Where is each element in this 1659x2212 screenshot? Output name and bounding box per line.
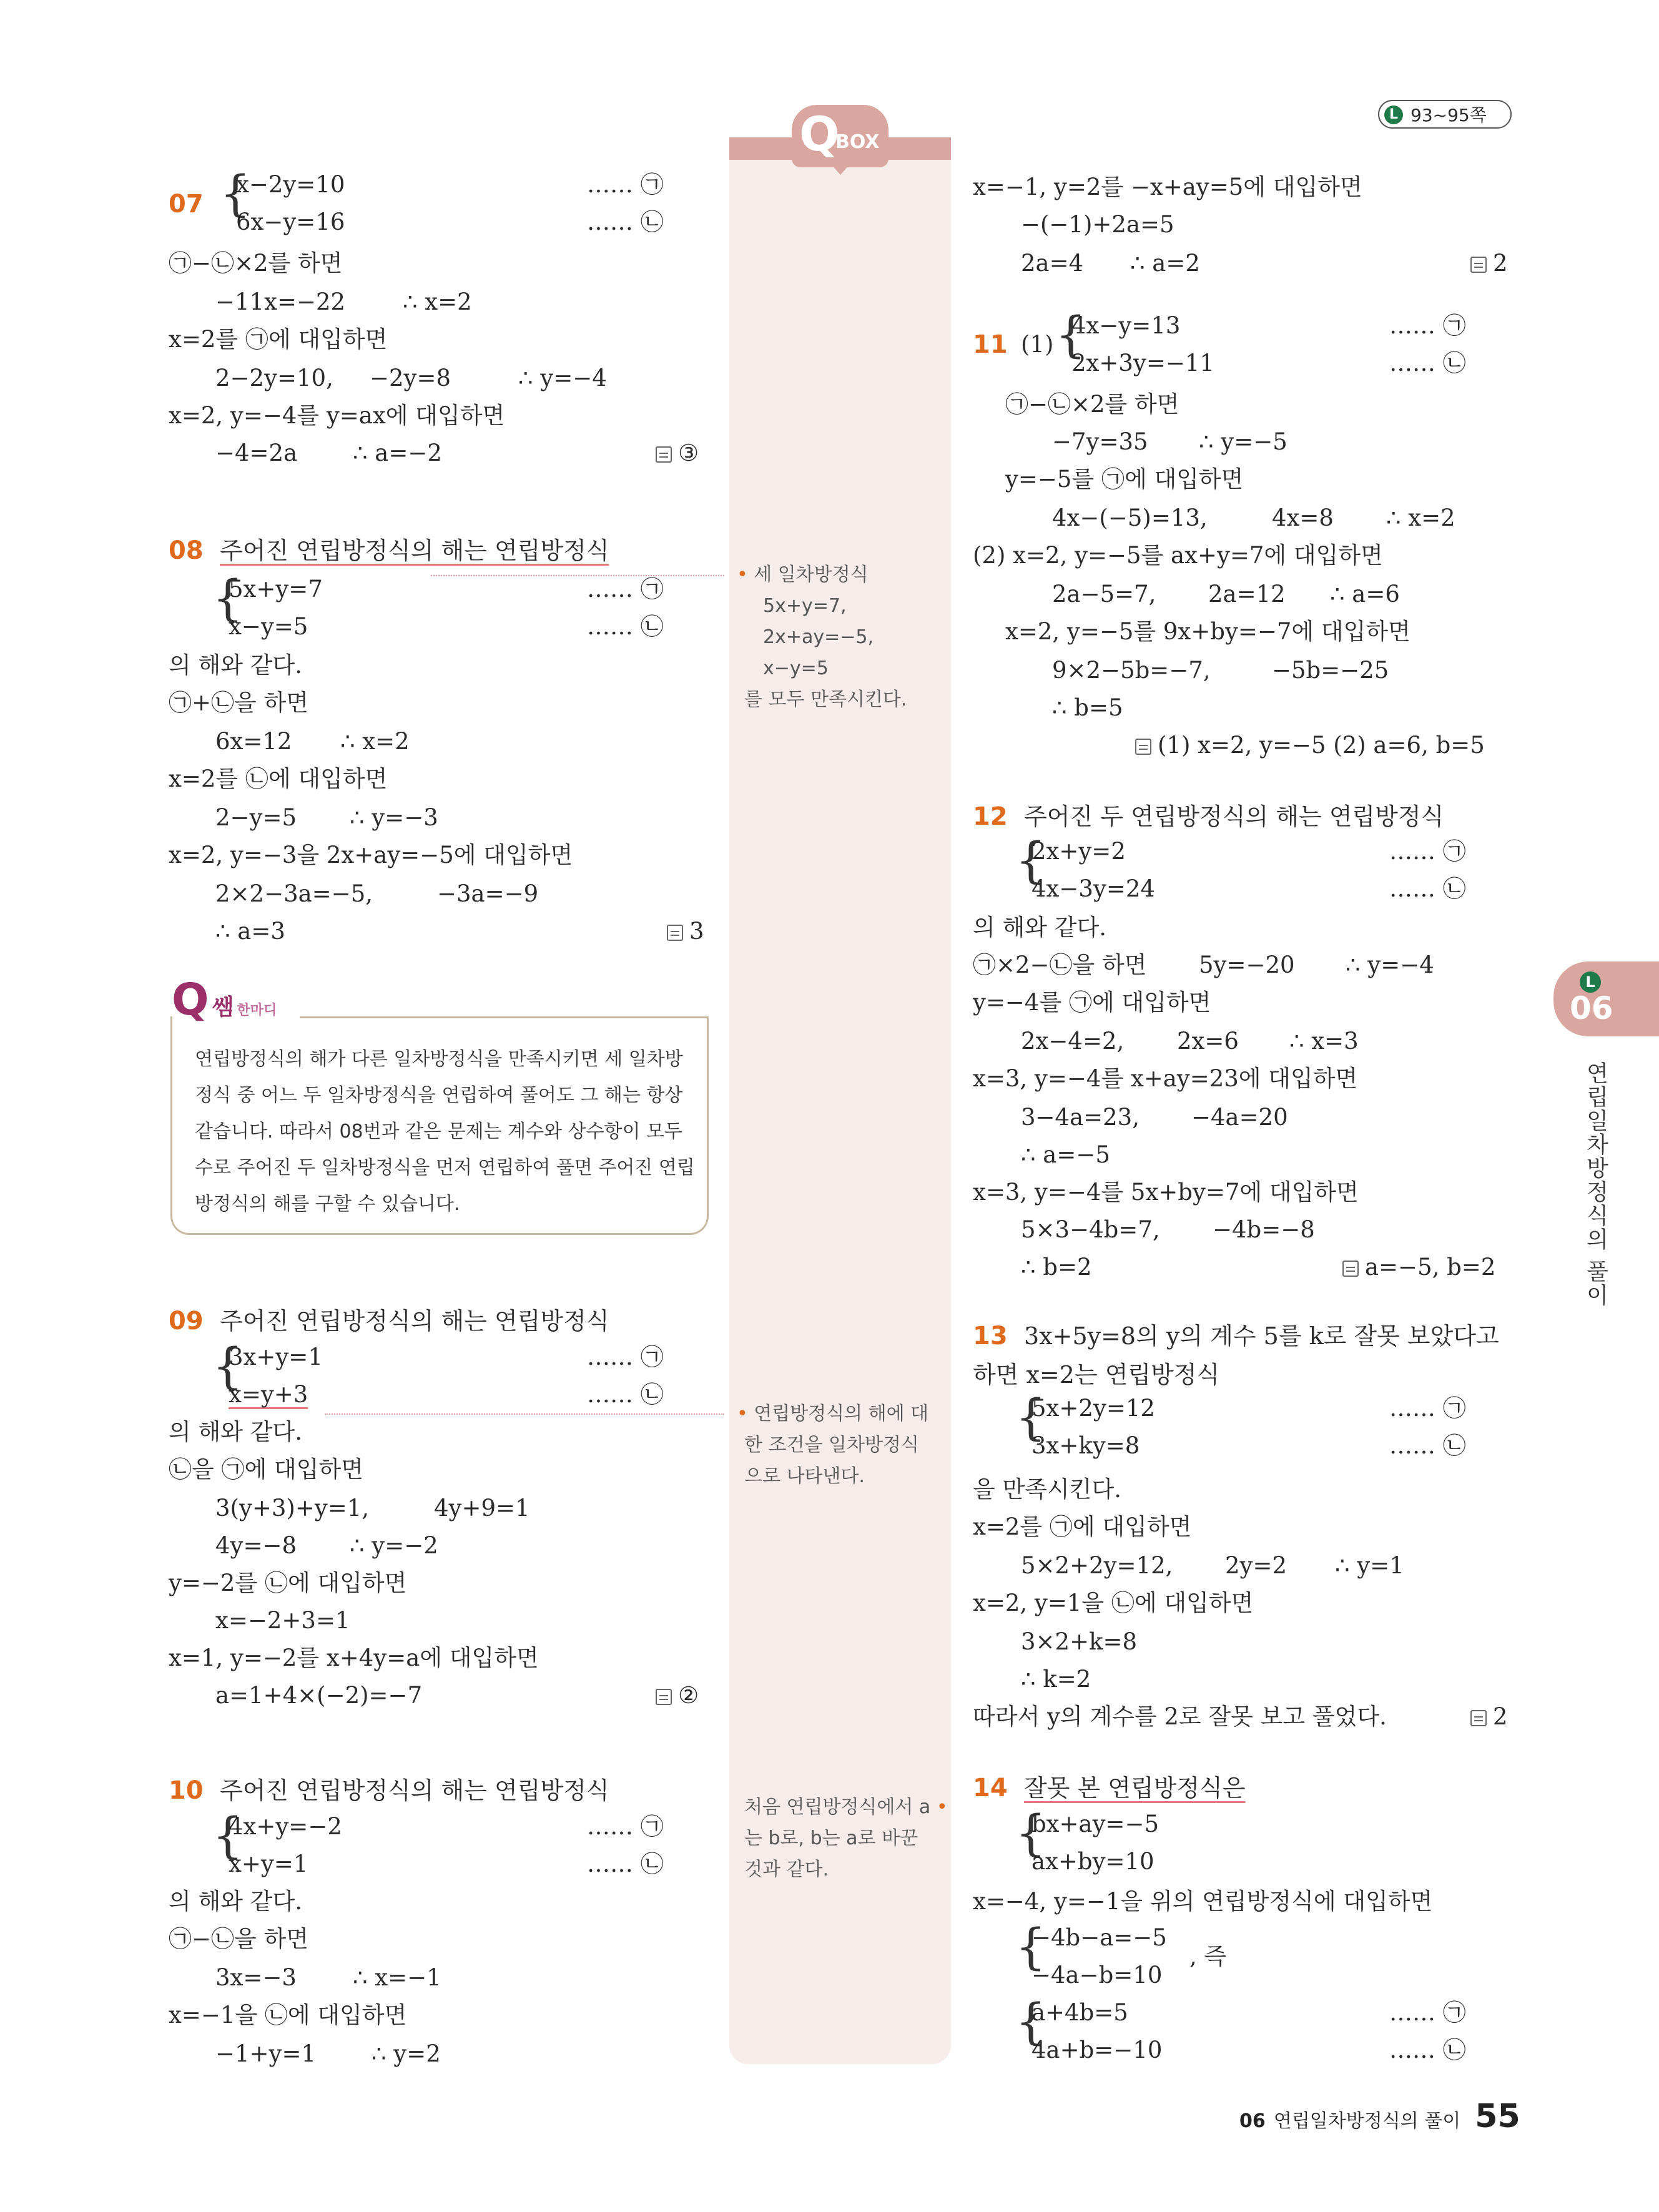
brace: { [1015, 1806, 1046, 1862]
step: 따라서 y의 계수를 2로 잘못 보고 풀었다. [973, 1703, 1387, 1730]
eq-marker: …… ㉡ [1389, 875, 1466, 902]
qbox-pointer [830, 164, 850, 175]
answer-13: 2 [1470, 1703, 1508, 1730]
eq-14-3: −4b−a=−5 [1031, 1924, 1167, 1951]
sidenote-09: • 연립방정식의 해에 대 한 조건을 일차방정식 으로 나타낸다. [737, 1403, 929, 1487]
step: ∴ x=3 [1289, 1028, 1359, 1054]
step: x=−2+3=1 [215, 1607, 350, 1634]
leader-line [431, 575, 724, 576]
eq-13-1: 5x+2y=12 [1031, 1395, 1155, 1422]
step: 2−2y=10, [215, 365, 333, 391]
step: ∴ y=−4 [518, 365, 607, 391]
step: x=3, y=−4를 5x+by=7에 대입하면 [973, 1179, 1359, 1206]
tip-title-small: 한마디 [237, 1003, 277, 1018]
step: 4y+9=1 [434, 1495, 530, 1521]
step: 4y=−8 [215, 1532, 297, 1559]
step: 4x−(−5)=13, [1052, 504, 1208, 531]
step: −11x=−22 [215, 288, 346, 315]
problem-heading-13b: 하면 x=2는 연립방정식 [973, 1361, 1220, 1389]
brace: { [1015, 833, 1046, 889]
step: ∴ a=−2 [353, 440, 442, 466]
step: x=−4, y=−1을 위의 연립방정식에 대입하면 [973, 1888, 1433, 1915]
step: −(−1)+2a=5 [1021, 211, 1174, 238]
step: x=2를 ㉠에 대입하면 [169, 326, 388, 353]
problem-number-10: 10 [169, 1776, 204, 1805]
step: 2x−4=2, [1021, 1028, 1125, 1054]
answer-icon [1470, 257, 1487, 273]
step: ㉠−㉡을 하면 [169, 1925, 308, 1952]
step: ∴ y=−2 [350, 1532, 438, 1559]
brace: { [212, 1808, 244, 1864]
step: 4x=8 [1272, 504, 1334, 531]
eq-10-2: x+y=1 [229, 1851, 308, 1877]
tip-box [170, 1016, 709, 1235]
answer-07: ③ [656, 440, 699, 466]
step: −2y=8 [370, 365, 451, 391]
bullet-dot: • [936, 1796, 948, 1818]
eq-marker: …… ㉡ [1389, 2037, 1466, 2063]
step: 2a−5=7, [1052, 581, 1156, 607]
page-ref-text: 93~95쪽 [1410, 105, 1487, 125]
sidenote-14: 처음 연립방정식에서 a • 는 b로, b는 a로 바꾼 것과 같다. [744, 1796, 948, 1880]
tip-line: 방정식의 해를 구할 수 있습니다. [195, 1193, 460, 1215]
eq-12-1: 2x+y=2 [1031, 838, 1126, 865]
step: a=1+4×(−2)=−7 [215, 1682, 423, 1709]
step: 의 해와 같다. [169, 652, 302, 679]
eq-marker: …… ㉠ [587, 171, 664, 198]
eq-14-6: 4a+b=−10 [1031, 2037, 1163, 2063]
problem-heading-12: 주어진 두 연립방정식의 해는 연립방정식 [1024, 803, 1444, 830]
step: 의 해와 같다. [169, 1418, 302, 1445]
brace: { [1055, 307, 1086, 363]
answer-icon [1135, 739, 1151, 755]
answer-12: a=−5, b=2 [1342, 1254, 1495, 1281]
step: ∴ x=2 [1386, 504, 1455, 531]
step: ㉠−㉡×2를 하면 [1005, 391, 1179, 418]
eq-14-1: bx+ay=−5 [1031, 1811, 1159, 1837]
step: x=−1, y=2를 −x+ay=5에 대입하면 [973, 174, 1362, 200]
qbox-column [729, 142, 951, 2064]
problem-number-07: 07 [169, 190, 204, 219]
step: x=2, y=−4를 y=ax에 대입하면 [169, 402, 505, 429]
side-tab-badge: L [1580, 971, 1601, 993]
step: 3−4a=23, [1021, 1104, 1140, 1131]
brace: { [1015, 1919, 1046, 1975]
answer-icon [656, 446, 672, 463]
footer-chapter: 06 [1239, 2110, 1266, 2132]
step: x=1, y=−2를 x+4y=a에 대입하면 [169, 1644, 539, 1671]
step: 5y=−20 [1199, 951, 1295, 978]
eq-14-5: a+4b=5 [1031, 1999, 1128, 2026]
step: ∴ k=2 [1021, 1666, 1091, 1693]
step: 5×3−4b=7, [1021, 1216, 1160, 1243]
step: ∴ x=2 [403, 288, 472, 315]
eq-08-1: 5x+y=7 [229, 576, 323, 602]
step: ㉠−㉡×2를 하면 [169, 250, 343, 277]
eq-marker: …… ㉡ [1389, 350, 1466, 376]
problem-heading-09: 주어진 연립방정식의 해는 연립방정식 [220, 1307, 609, 1335]
step: ∴ y=−4 [1346, 951, 1434, 978]
step: ∴ x=−1 [353, 1964, 441, 1991]
brace: { [212, 571, 244, 627]
answer-icon [656, 1689, 672, 1705]
answer-icon [1342, 1261, 1359, 1277]
answer-icon [1470, 1710, 1487, 1726]
eq-marker: …… ㉠ [587, 576, 664, 602]
page-number: 55 [1475, 2098, 1520, 2135]
step: ∴ y=−3 [350, 804, 438, 831]
step: x=2, y=−3을 2x+ay=−5에 대입하면 [169, 842, 573, 868]
side-tab-number: 06 [1570, 990, 1613, 1026]
step: 2×2−3a=−5, [215, 880, 373, 907]
eq-marker: …… ㉡ [1389, 1432, 1466, 1459]
step: y=−4를 ㉠에 대입하면 [973, 989, 1211, 1016]
sidenote-08: • 세 일차방정식 5x+y=7, 2x+ay=−5, x−y=5 를 모두 만족시킨다. [737, 564, 907, 710]
step: x=2, y=1을 ㉡에 대입하면 [973, 1590, 1254, 1616]
tip-line: 같습니다. 따라서 08번과 같은 문제는 계수와 상수항이 모두 [195, 1121, 683, 1143]
step: ∴ a=2 [1130, 250, 1200, 277]
eq-marker: …… ㉠ [1389, 1999, 1466, 2026]
answer-11: (1) x=2, y=−5 (2) a=6, b=5 [1135, 732, 1485, 759]
step: −1+y=1 [215, 2040, 316, 2067]
page-footer [1239, 2098, 1520, 2135]
eq-marker: …… ㉠ [1389, 838, 1466, 865]
tip-line: 연립방정식의 해가 다른 일차방정식을 만족시키면 세 일차방 [195, 1048, 683, 1070]
answer-09: ② [656, 1682, 699, 1709]
bullet-dot: • [737, 564, 748, 586]
step: 5×2+2y=12, [1021, 1552, 1173, 1579]
step: −5b=−25 [1272, 657, 1389, 684]
eq-marker: …… ㉡ [587, 209, 664, 235]
step: 2−y=5 [215, 804, 297, 831]
eq-marker: …… ㉡ [587, 1851, 664, 1877]
side-tab-title: 연립일차방정식의 풀이 [1583, 1061, 1608, 1307]
step: ∴ x=2 [340, 728, 410, 755]
eq-marker: …… ㉡ [587, 1381, 664, 1408]
step: 의 해와 같다. [973, 914, 1106, 941]
answer-10: 2 [1470, 250, 1508, 277]
step: x=2를 ㉡에 대입하면 [169, 765, 388, 792]
problem-number-09: 09 [169, 1307, 204, 1335]
step: 3(y+3)+y=1, [215, 1495, 370, 1521]
step: ∴ a=3 [215, 918, 285, 945]
problem-number-12: 12 [973, 802, 1008, 831]
step: ∴ b=2 [1021, 1254, 1092, 1281]
eq-12-2: 4x−3y=24 [1031, 875, 1155, 902]
problem-number-14: 14 [973, 1774, 1008, 1802]
step: 9×2−5b=−7, [1052, 657, 1211, 684]
step: −4=2a [215, 440, 298, 466]
bullet-dot: • [737, 1403, 748, 1425]
step: y=−2를 ㉡에 대입하면 [169, 1570, 407, 1596]
step: ∴ y=2 [372, 2040, 441, 2067]
step: −3a=−9 [437, 880, 539, 907]
step: ∴ a=6 [1330, 581, 1400, 607]
eq-14-2: ax+by=10 [1031, 1848, 1154, 1875]
eq-07-2: 6x−y=16 [236, 209, 345, 235]
footer-title: 연립일차방정식의 풀이 [1273, 2110, 1461, 2132]
eq-marker: …… ㉠ [587, 1813, 664, 1840]
step: , 즉 [1189, 1943, 1227, 1970]
step: 2x=6 [1177, 1028, 1239, 1054]
brace: { [220, 166, 251, 222]
problem-heading-08: 주어진 연립방정식의 해는 연립방정식 [220, 537, 609, 564]
answer-icon [667, 925, 683, 941]
eq-marker: …… ㉠ [1389, 1395, 1466, 1422]
eq-09-1: 3x+y=1 [229, 1344, 323, 1370]
step: ∴ y=1 [1335, 1552, 1404, 1579]
problem-number-13: 13 [973, 1322, 1008, 1350]
step: ㉠×2−㉡을 하면 [973, 951, 1147, 978]
brace: { [1015, 1390, 1046, 1446]
qbox-q: Q [799, 106, 840, 162]
leader-line [325, 1413, 724, 1415]
problem-heading-10: 주어진 연립방정식의 해는 연립방정식 [220, 1777, 609, 1804]
problem-heading-13: 3x+5y=8의 y의 계수 5를 k로 잘못 보았다고 [1024, 1322, 1499, 1350]
step: x=3, y=−4를 x+ay=23에 대입하면 [973, 1065, 1358, 1092]
step: 3×2+k=8 [1021, 1628, 1138, 1655]
tip-line: 수로 주어진 두 일차방정식을 먼저 연립하여 풀면 주어진 연립 [195, 1157, 695, 1179]
step: 6x=12 [215, 728, 292, 755]
step: ∴ y=−5 [1199, 428, 1287, 455]
step: 3x=−3 [215, 1964, 297, 1991]
step: 을 만족시킨다. [973, 1476, 1121, 1503]
eq-13-2: 3x+ky=8 [1031, 1432, 1140, 1459]
step: −4a=20 [1191, 1104, 1288, 1131]
tip-title-word: 쌤 [212, 995, 234, 1020]
eq-10-1: 4x+y=−2 [229, 1813, 342, 1840]
eq-07-1: x−2y=10 [236, 171, 345, 198]
step: y=−5를 ㉠에 대입하면 [1005, 466, 1244, 493]
eq-08-2: x−y=5 [229, 613, 308, 640]
chapter-side-tab [1553, 961, 1659, 1036]
step: 2a=12 [1208, 581, 1286, 607]
step: ㉡을 ㉠에 대입하면 [169, 1456, 363, 1483]
tip-q: Q [172, 974, 209, 1025]
eq-marker: …… ㉠ [1389, 312, 1466, 339]
page-ref-badge: L [1384, 106, 1403, 124]
eq-14-4: −4a−b=10 [1031, 1962, 1163, 1988]
problem-heading-14: 잘못 본 연립방정식은 [1024, 1774, 1246, 1802]
step: −7y=35 [1052, 428, 1148, 455]
step: x=−1을 ㉡에 대입하면 [169, 2002, 407, 2028]
problem-number-11: 11 [973, 330, 1008, 359]
eq-09-2: x=y+3 [229, 1381, 308, 1408]
eq-11-2: 2x+3y=−11 [1071, 350, 1214, 376]
brace: { [1015, 1994, 1046, 2050]
tip-top-line [300, 1016, 709, 1018]
answer-08: 3 [667, 918, 704, 945]
problem-number-08: 08 [169, 536, 204, 565]
eq-marker: …… ㉡ [587, 613, 664, 640]
qbox-label: BOX [835, 131, 880, 153]
step: x=2, y=−5를 9x+by=−7에 대입하면 [1005, 618, 1410, 645]
step: x=2를 ㉠에 대입하면 [973, 1513, 1192, 1540]
brace: { [212, 1339, 244, 1395]
page-reference [1378, 100, 1512, 129]
step: −4b=−8 [1213, 1216, 1315, 1243]
step: ∴ b=5 [1052, 694, 1123, 721]
tip-line: 정식 중 어느 두 일차방정식을 연립하여 풀어도 그 해는 항상 [195, 1084, 683, 1106]
subpart-1: (1) [1021, 331, 1054, 358]
eq-marker: …… ㉠ [587, 1344, 664, 1370]
step: ∴ a=−5 [1021, 1141, 1110, 1168]
step: 2y=2 [1225, 1552, 1287, 1579]
step: 의 해와 같다. [169, 1888, 302, 1915]
eq-11-1: 4x−y=13 [1071, 312, 1181, 339]
qbox-logo [792, 105, 889, 167]
step: ㉠+㉡을 하면 [169, 689, 308, 716]
step: (2) x=2, y=−5를 ax+y=7에 대입하면 [973, 542, 1383, 569]
step: 2a=4 [1021, 250, 1084, 277]
